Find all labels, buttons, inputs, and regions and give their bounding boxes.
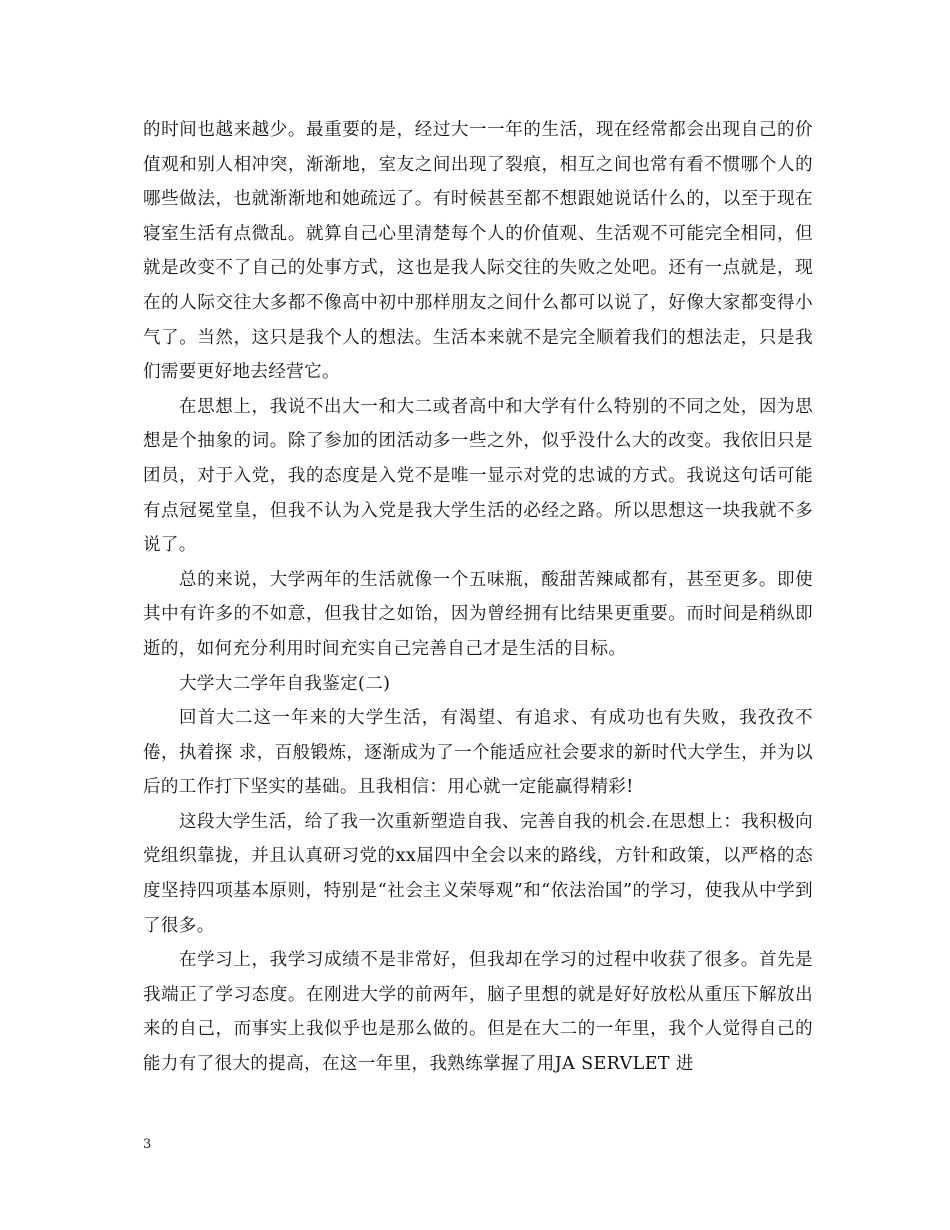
paragraph-summary: 总的来说，大学两年的生活就像一个五味瓶，酸甜苦辣咸都有，甚至更多。即使其中有许多的不如意，但我甘之如饴，因为曾经拥有比结果更重要。而时间是稍纵即逝的，如何充分利用时间充实自己完善自己才是生活的目标。	[143, 569, 813, 659]
paragraph-study: 在学习上，我学习成绩不是非常好，但我却在学习的过程中收获了很多。首先是我端正了学习态度。在刚进大学的前两年，脑子里想的就是好好放松从重压下解放出来的自己，而事实上我似乎也是那么做的。但是在大二的一年里，我个人觉得自己的能力有了很大的提高，在这一年里，我熟练掌握了用JA SERVLET 进	[143, 950, 813, 1075]
paragraph-ideology: 这段大学生活，给了我一次重新塑造自我、完善自我的机会.在思想上：我积极向党组织靠拢，并且认真研习党的xx届四中全会以来的路线，方针和政策，以严格的态度坚持四项基本原则，特别是“社会主义荣辱观”和“依法治国”的学习，使我从中学到了很多。	[143, 811, 813, 936]
paragraph-continued: 的时间也越来越少。最重要的是，经过大一一年的生活，现在经常都会出现自己的价值观和别人相冲突，渐渐地，室友之间出现了裂痕，相互之间也常有看不惯哪个人的哪些做法，也就渐渐地和她疏远了。有时候甚至都不想跟她说话什么的，以至于现在寝室生活有点微乱。就算自己心里清楚每个人的价值观、生活观不可能完全相同，但就是改变不了自己的处事方式，这也是我人际交往的失败之处吧。还有一点就是，现在的人际交往大多都不像高中初中那样朋友之间什么都可以说了，好像大家都变得小气了。当然，这只是我个人的想法。生活本来就不是完全顺着我们的想法走，只是我们需要更好地去经营它。	[143, 120, 813, 383]
paragraph-thought: 在思想上，我说不出大一和大二或者高中和大学有什么特别的不同之处，因为思想是个抽象的词。除了参加的团活动多一些之外，似乎没什么大的改变。我依旧只是团员，对于入党，我的态度是入党不是唯一显示对党的忠诚的方式。我说这句话可能有点冠冕堂皇，但我不认为入党是我大学生活的必经之路。所以思想这一块我就不多说了。	[143, 396, 813, 556]
page-number: 3	[143, 1137, 152, 1152]
section-heading: 大学大二学年自我鉴定(二)	[179, 673, 391, 694]
document-body	[143, 113, 813, 1082]
paragraph-review: 回首大二这一年来的大学生活，有渴望、有追求、有成功也有失败，我孜孜不倦，执着探 求，百般锻炼，逐渐成为了一个能适应社会要求的新时代大学生，并为以后的工作打下坚实的基础。且我相信：用心就一定能赢得精彩!	[143, 708, 813, 798]
